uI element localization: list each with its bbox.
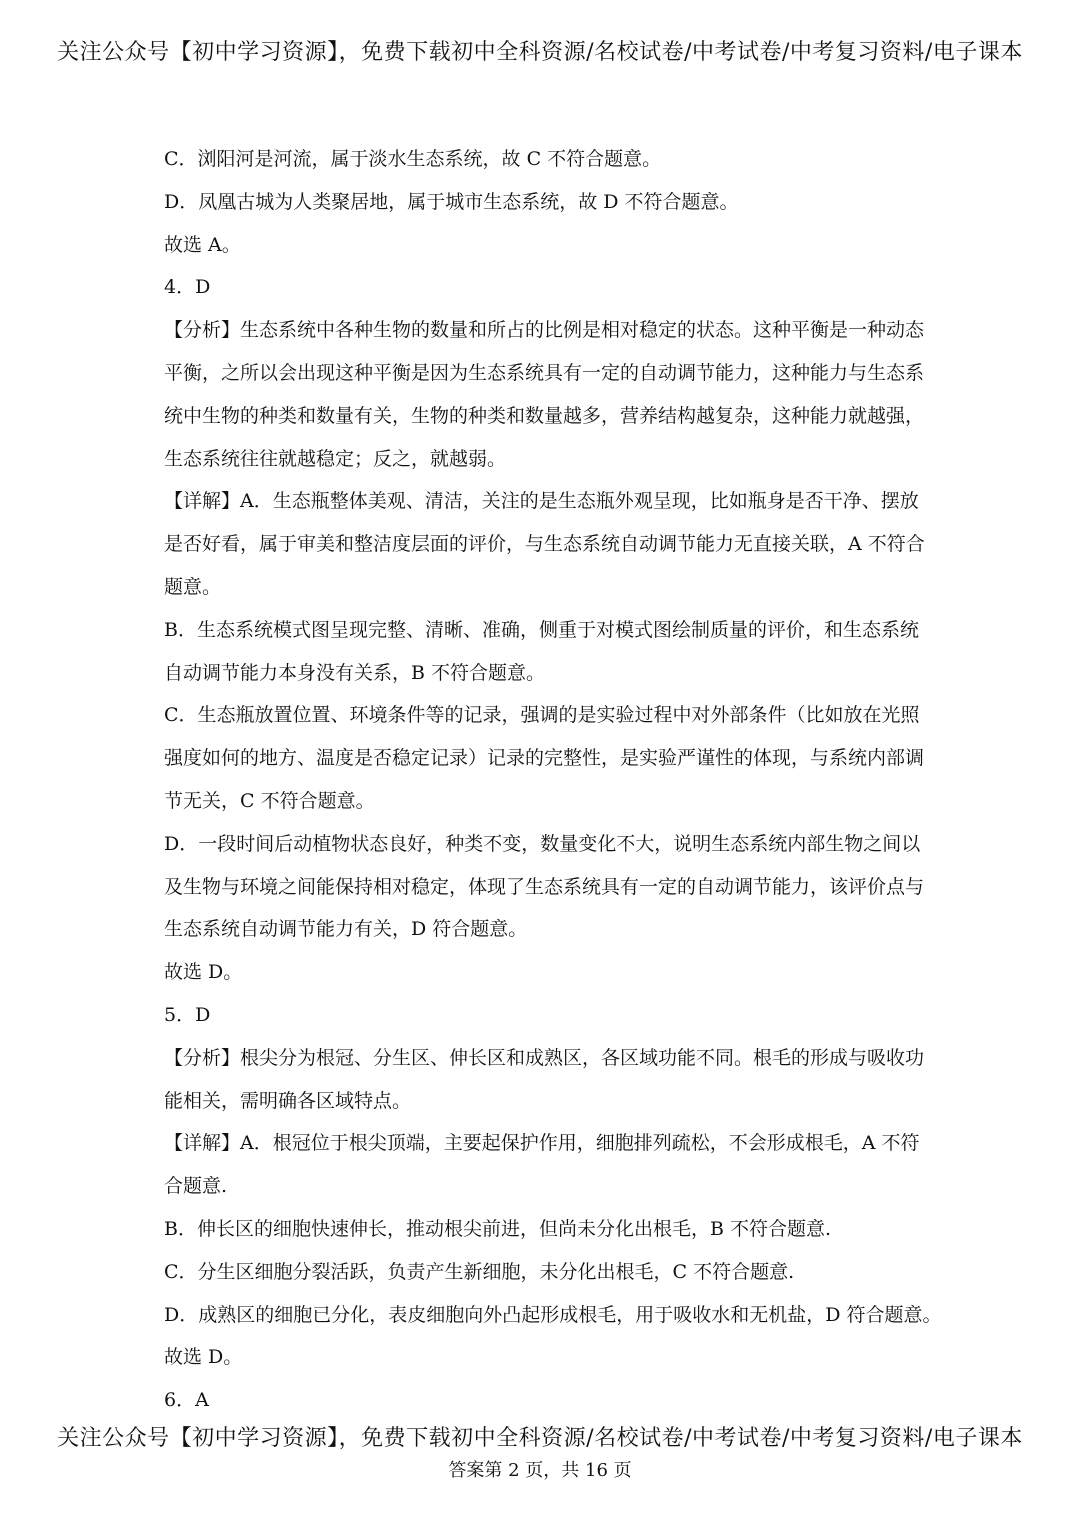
analysis-line: 平衡，之所以会出现这种平衡是因为生态系统具有一定的自动调节能力，这种能力与生态系 xyxy=(164,361,925,384)
question-number: 5．D xyxy=(164,1003,211,1026)
analysis-line: 生态系统往往就越稳定；反之，就越弱。 xyxy=(164,447,507,470)
explanation-line: B．生态系统模式图呈现完整、清晰、准确，侧重于对模式图绘制质量的评价，和生态系统 xyxy=(164,618,919,641)
explanation-line: 题意。 xyxy=(164,575,222,598)
explanation-line: 节无关，C 不符合题意。 xyxy=(164,789,375,812)
footer-banner: 关注公众号【初中学习资源】，免费下载初中全科资源/名校试卷/中考试卷/中考复习资料/电子课本 xyxy=(57,1426,1023,1451)
analysis-line: 【分析】生态系统中各种生物的数量和所占的比例是相对稳定的状态。这种平衡是一种动态 xyxy=(164,319,925,342)
text-line: D．凤凰古城为人类聚居地，属于城市生态系统，故 D 不符合题意。 xyxy=(164,190,739,213)
text-line: C．浏阳河是河流，属于淡水生态系统，故 C 不符合题意。 xyxy=(164,148,662,170)
header-banner: 关注公众号【初中学习资源】，免费下载初中全科资源/名校试卷/中考试卷/中考复习资料/电子课本 xyxy=(57,40,1023,65)
text-line: 故选 D。 xyxy=(164,961,243,984)
answer-content xyxy=(164,138,942,1422)
explanation-line: 强度如何的地方、温度是否稳定记录）记录的完整性，是实验严谨性的体现，与系统内部调 xyxy=(164,747,925,770)
explanation-line: D．成熟区的细胞已分化，表皮细胞向外凸起形成根毛，用于吸收水和无机盐，D 符合题意。 xyxy=(164,1303,942,1326)
explanation-line: B．伸长区的细胞快速伸长，推动根尖前进，但尚未分化出根毛，B 不符合题意. xyxy=(164,1217,832,1240)
explanation-line: 生态系统自动调节能力有关，D 符合题意。 xyxy=(164,918,528,941)
explanation-line: C．生态瓶放置位置、环境条件等的记录，强调的是实验过程中对外部条件（比如放在光照 xyxy=(164,704,920,727)
analysis-line: 能相关，需明确各区域特点。 xyxy=(164,1089,412,1112)
explanation-line: 是否好看，属于审美和整洁度层面的评价，与生态系统自动调节能力无直接关联，A 不符合 xyxy=(164,533,925,556)
text-line: 故选 A。 xyxy=(164,233,241,256)
text-line: 故选 D。 xyxy=(164,1346,243,1369)
explanation-line: D．一段时间后动植物状态良好，种类不变，数量变化不大，说明生态系统内部生物之间以 xyxy=(164,832,921,855)
explanation-line: 【详解】A．生态瓶整体美观、清洁，关注的是生态瓶外观呈现，比如瓶身是否干净、摆放 xyxy=(164,490,919,513)
analysis-line: 【分析】根尖分为根冠、分生区、伸长区和成熟区，各区域功能不同。根毛的形成与吸收功 xyxy=(164,1046,925,1069)
explanation-line: 及生物与环境之间能保持相对稳定，体现了生态系统具有一定的自动调节能力，该评价点与 xyxy=(164,875,925,898)
explanation-line: C．分生区细胞分裂活跃，负责产生新细胞，未分化出根毛，C 不符合题意. xyxy=(164,1260,795,1283)
explanation-line: 合题意. xyxy=(164,1175,228,1198)
explanation-line: 【详解】A．根冠位于根尖顶端，主要起保护作用，细胞排列疏松，不会形成根毛，A 不符 xyxy=(164,1132,920,1155)
analysis-line: 统中生物的种类和数量有关，生物的种类和数量越多，营养结构越复杂，这种能力就越强， xyxy=(164,404,925,427)
question-number: 6．A xyxy=(164,1389,209,1412)
question-number: 4．D xyxy=(164,276,211,299)
page-number: 答案第 2 页，共 16 页 xyxy=(448,1460,632,1481)
explanation-line: 自动调节能力本身没有关系，B 不符合题意。 xyxy=(164,661,546,684)
